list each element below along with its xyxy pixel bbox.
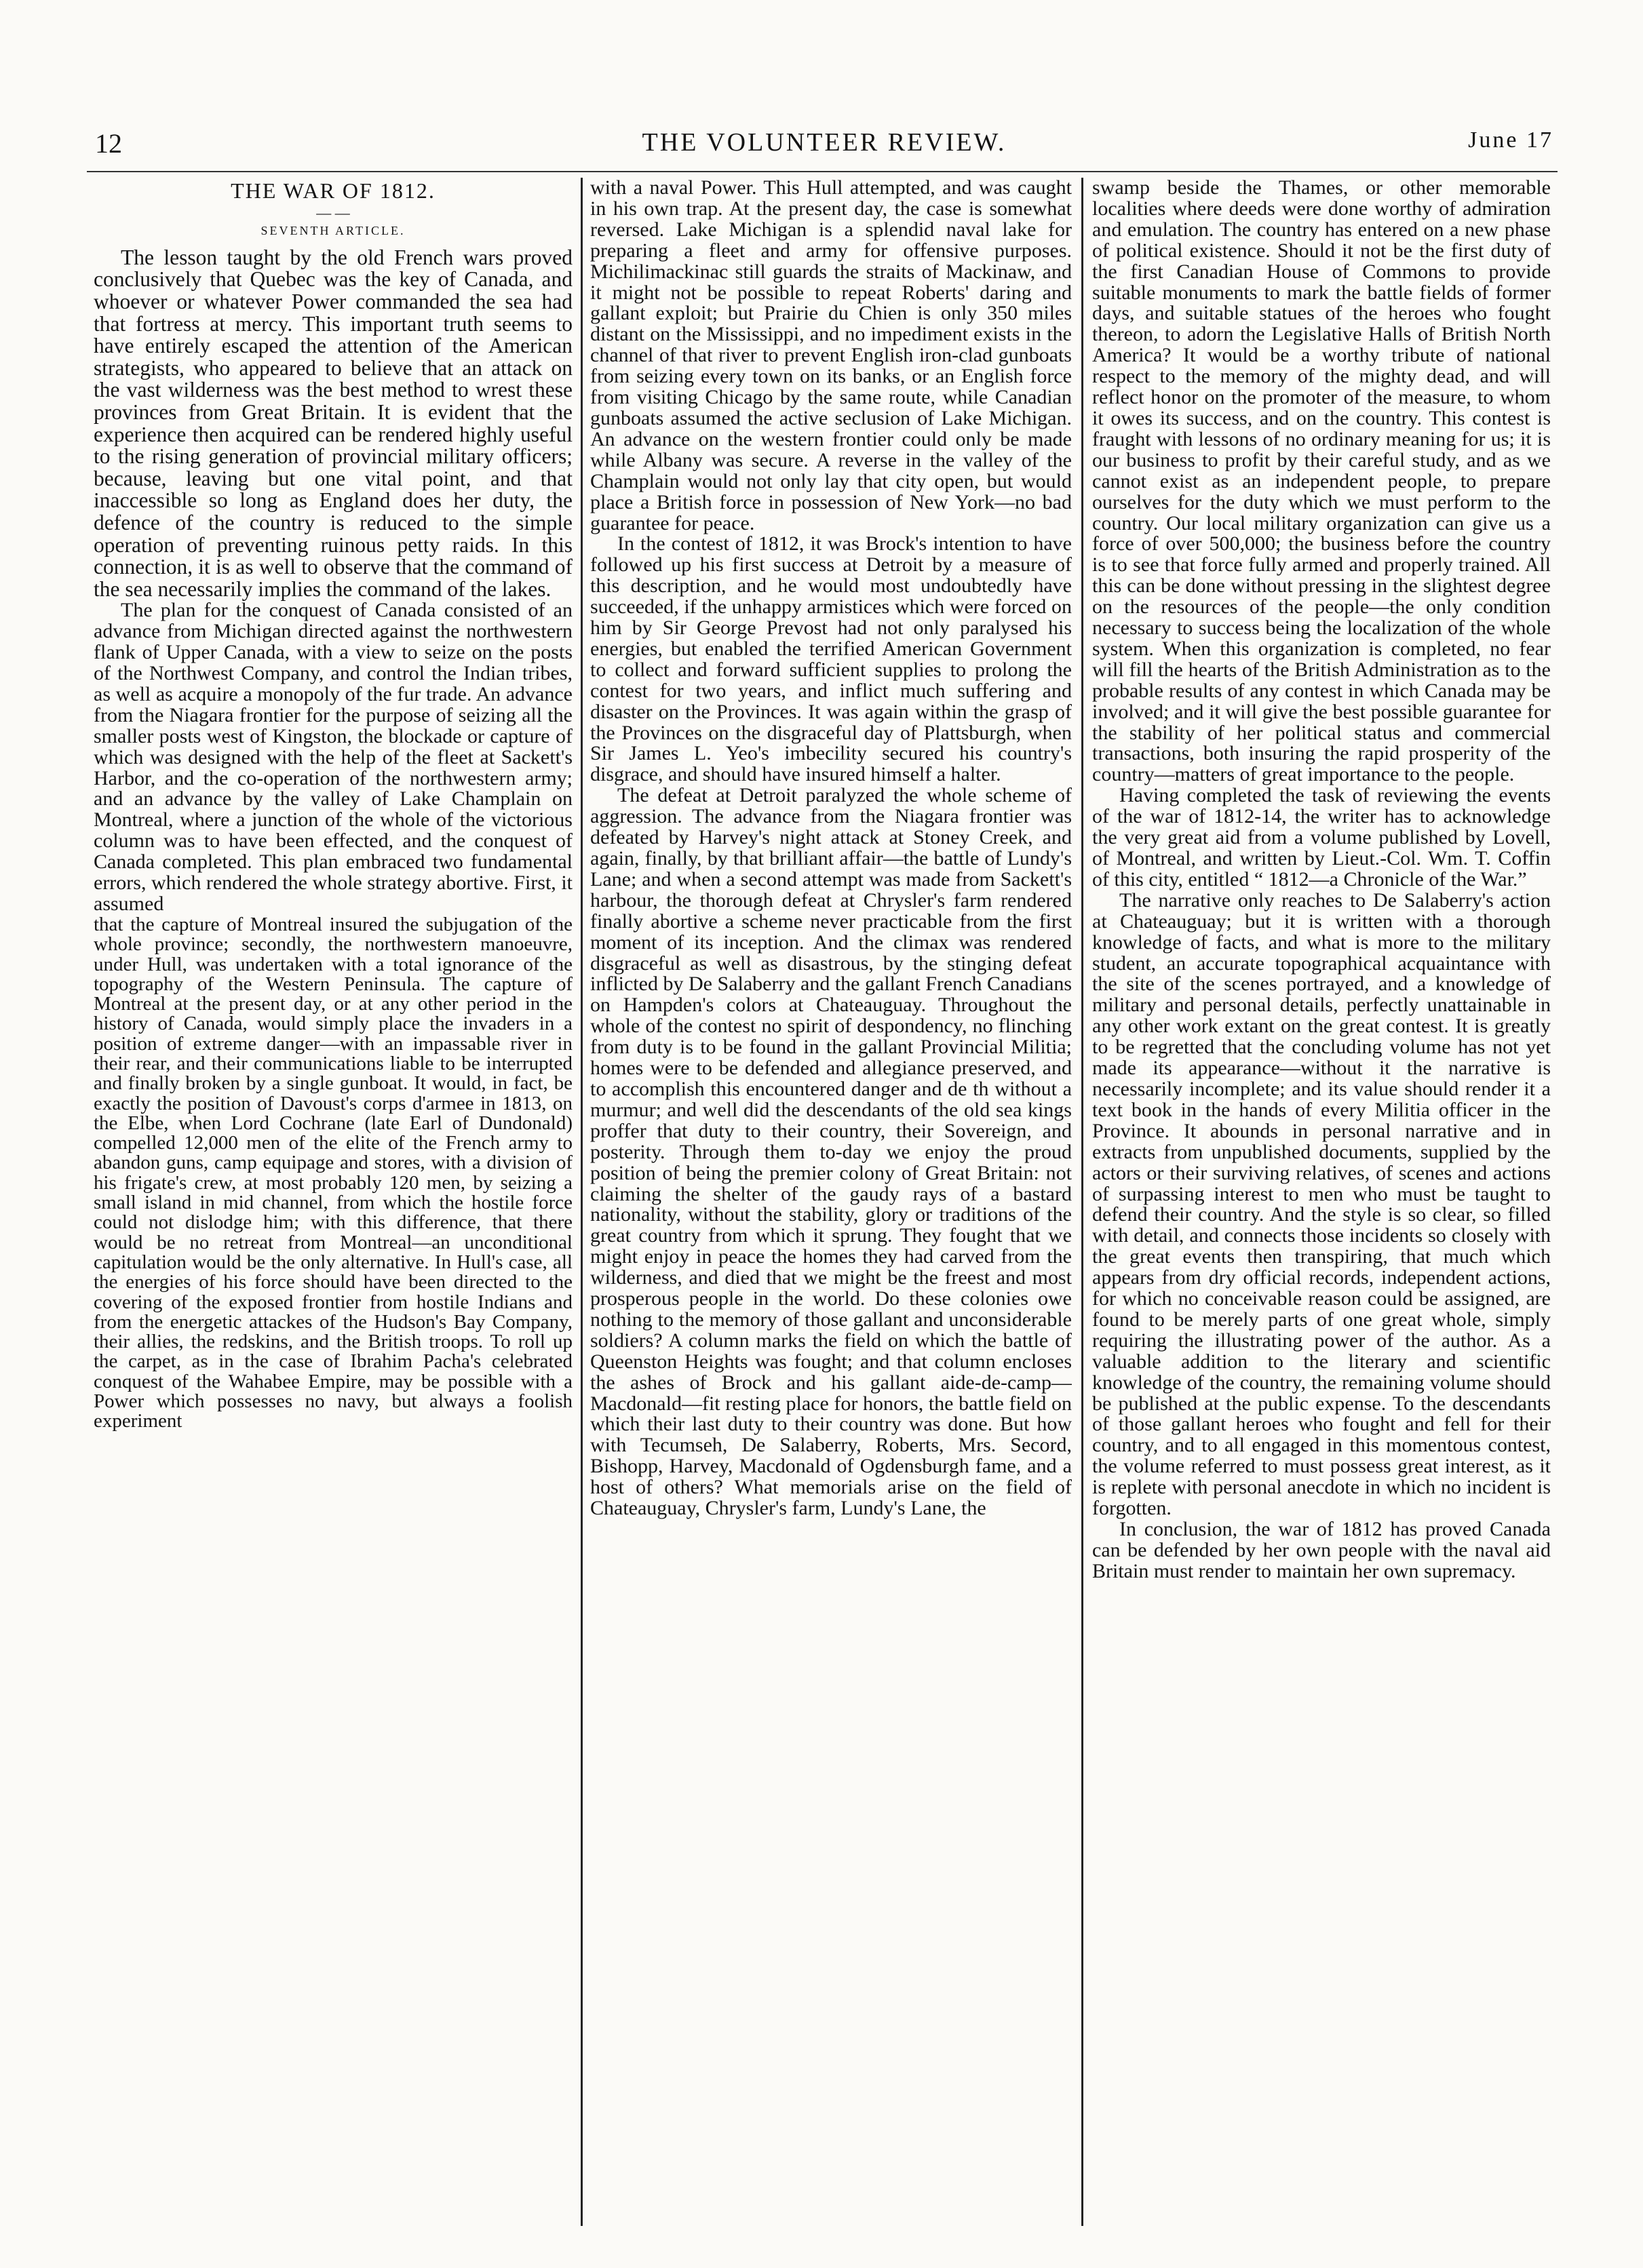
page-number: 12: [95, 128, 122, 159]
header-rule: [87, 171, 1558, 172]
column-divider: [581, 178, 583, 2226]
article-title: THE WAR OF 1812.: [231, 178, 436, 203]
column-2: [590, 178, 1072, 2212]
paragraph: The plan for the conquest of Canada consisted of an advance from Michigan directed against the northwestern flank of Upper Canada, with a view to seize on the posts of the Northwest Company, and control the Indian tribes, as well as acquire a monopoly of the fur trade. An advance from the Niagara frontier for the purpose of seizing all the smaller posts west of Kingston, the blockade or capture of which was designed with the help of the fleet at Sackett's Harbor, and the co-operation of the northwestern army; and an advance by the valley of Lake Champlain on Montreal, where a junction of the whole of the victorious column was to have been effected, and the conquest of Canada completed. This plan embraced two fundamental errors, which rendered the whole strategy abortive. First, it assumed: [94, 599, 573, 915]
paragraph: The defeat at Detroit paralyzed the whole scheme of aggression. The advance from the Niagara frontier was defeated by Harvey's night attack at Stoney Creek, and again, finally, by that brilliant affair—the battle of Lundy's Lane; and when a second attempt was made from Sackett's harbour, the thorough defeat at Chrysler's farm rendered finally abortive a scheme never practicable from the first moment of its inception. And the climax was rendered disgraceful as well as disastrous, by the stinging defeat inflicted by De Salaberry and the gallant French Canadians on Hampden's colors at Chateauguay. Throughout the whole of the contest no spirit of despondency, no flinching from duty is to be found in the gallant Provincial Militia; homes were to be defended and allegiance preserved, and to accomplish this encountered danger and de th without a murmur; and well did the descendants of the old sea kings proffer that duty to their country, their Sovereign, and posterity. Through them to-day we enjoy the proud position of being the premier colony of Great Britain: not claiming the shelter of the gaudy rays of a bastard nationality, without the stability, glory or traditions of the great country from which it sprung. They fought that we might enjoy in peace the homes they had carved from the wilderness, and died that we might be the freest and most prosperous people in the world. Do these colonies owe nothing to the memory of those gallant and unconsiderable soldiers? A column marks the field on which the battle of Queenston Heights was fought; and that column encloses the ashes of Brock and his gallant aide-de-camp—Macdonald—fit resting place for honors, the battle field on which their last duty to their country was done. But how with Tecumseh, De Salaberry, Roberts, Mrs. Secord, Bishopp, Harvey, Macdonald of Ogdensburgh fame, and a host of others? What memorials arise on the field of Chateauguay, Chrysler's farm, Lundy's Lane, the: [590, 784, 1072, 1520]
issue-date: June 17: [1468, 128, 1553, 153]
paragraph: with a naval Power. This Hull attempted, and was caught in his own trap. At the present day, the case is somewhat reversed. Lake Michigan is a splendid naval lake for preparing a fleet and army for offensive purposes. Michilimackinac still guards the straits of Mackinaw, and it might not be possible to repeat Roberts' daring and gallant exploit; but Prairie du Chien is only 350 miles distant on the Mississippi, and no impediment exists in the channel of that river to prevent English iron-clad gunboats from seizing every town on its banks, or an English force from visiting Chicago by the same route, while Canadian gunboats assumed the active seclusion of Lake Michigan. An advance on the western frontier could only be made while Albany was secure. A reverse in the valley of the Champlain would not only lay that city open, but would place a British force in possession of New York—no bad guarantee for peace.: [590, 178, 1072, 534]
publication-title: THE VOLUNTEER REVIEW.: [642, 128, 1007, 157]
article-subtitle: SEVENTH ARTICLE.: [260, 223, 406, 237]
column-3: [1092, 178, 1551, 2212]
title-separator: — —: [316, 203, 350, 221]
column-divider: [1081, 178, 1083, 2226]
column-1: [94, 178, 573, 2212]
paragraph: In conclusion, the war of 1812 has proved Canada can be defended by her own people with the naval aid Britain must render to maintain her own supremacy.: [1092, 1518, 1551, 1582]
page-header: [95, 128, 1553, 168]
paragraph: Having completed the task of reviewing the events of the war of 1812-14, the writer has to acknowledge the very great aid from a volume published by Lovell, of Montreal, and written by Lieut.-Col. Wm. T. Coffin of this city, entitled “ 1812—a Chronicle of the War.”: [1092, 784, 1551, 891]
paragraph: that the capture of Montreal insured the subjugation of the whole province; secondly, the northwestern manoeuvre, under Hull, was undertaken with a total ignorance of the topography of the Western Peninsula. The capture of Montreal at the present day, or at any other period in the history of Canada, would simply place the invaders in a position of extreme danger—with an impassable river in their rear, and their communications liable to be interrupted and finally broken by a single gunboat. It would, in fact, be exactly the position of Davoust's corps d'armee in 1813, on the Elbe, when Lord Cochrane (late Earl of Dundonald) compelled 12,000 men of the elite of the French army to abandon guns, camp equipage and stores, with a division of his frigate's crew, at most probably 120 men, by seizing a small island in mid channel, from which the hostile force could not dislodge him; with this difference, that there would be no retreat from Montreal—an unconditional capitulation would be the only alternative. In Hull's case, all the energies of his force should have been directed to the covering of the exposed frontier from hostile Indians and from the energetic attackes of the Hudson's Bay Company, their allies, the redskins, and the British troops. To roll up the carpet, as in the case of Ibrahim Pacha's celebrated conquest of the Wahabee Empire, may be possible with a Power which possesses no navy, but always a foolish experiment: [94, 913, 573, 1432]
paragraph: In the contest of 1812, it was Brock's intention to have followed up his first success at Detroit by a measure of this description, and he would most undoubtedly have succeeded, if the unhappy armistices which were forced on him by Sir George Prevost had not only paralysed his energies, but enabled the terrified American Government to collect and forward sufficient supplies to prolong the contest for two years, and inflict much suffering and disaster on the Provinces. It was again within the grasp of the Provinces on the disgraceful day of Plattsburgh, when Sir James L. Yeo's imbecility secured his country's disgrace, and should have insured himself a halter.: [590, 532, 1072, 786]
paragraph: The lesson taught by the old French wars proved conclusively that Quebec was the key of Canada, and whoever or whatever Power commanded the sea had that fortress at mercy. This important truth seems to have entirely escaped the attention of the American strategists, who appeared to believe that an attack on the vast wilderness was the best method to wrest these provinces from Great Britain. It is evident that the experience then acquired can be rendered highly useful to the rising generation of provincial military officers; because, leaving but one vital point, and that inaccessible so long as England does her duty, the defence of the country is reduced to the simple operation of preventing ruinous petty raids. In this connection, it is as well to observe that the command of the sea necessarily implies the command of the lakes.: [94, 245, 573, 601]
paragraph: swamp beside the Thames, or other memorable localities where deeds were done worthy of admiration and emulation. The country has entered on a new phase of political existence. Should it not be the first duty of the first Canadian House of Commons to provide suitable monuments to mark the battle fields of former days, and suitable statues of the heroes who fought thereon, to adorn the Legislative Halls of British North America? It would be a worthy tribute of national respect to the memory of the mighty dead, and will reflect honor on the promoter of the measure, to whom it owes its success, and on the country. This contest is fraught with lessons of no ordinary meaning for us; it is our business to profit by their careful study, and as we cannot exist as an independent people, to prepare ourselves for the duty which we must perform to the country. Our local military organization can give us a force of over 500,000; the business before the country is to see that force fully armed and properly trained. All this can be done without pressing in the slightest degree on the resources of the people—the only condition necessary to success being the localization of the whole system. When this organization is completed, no fear will fill the hearts of the British Administration as to the probable results of any contest in which Canada may be involved; and it will give the best possible guarantee for the stability of her political status and commercial transactions, both insuring the rapid prosperity of the country—matters of great importance to the people.: [1092, 178, 1551, 786]
paragraph: The narrative only reaches to De Salaberry's action at Chateauguay; but it is written with a thorough knowledge of facts, and what is more to the military student, an accurate topographical acquaintance with the site of the scenes portrayed, and a knowledge of military and personal details, perfectly unattainable in any other work extant on the great contest. It is greatly to be regretted that the concluding volume has not yet made its appearance—without it the narrative is necessarily incomplete; and its value should render it a text book in the hands of every Militia officer in the Province. It abounds in personal narrative and in extracts from unpublished documents, supplied by the actors or their surviving relatives, of scenes and actions of surpassing interest to men who must be taught to defend their country. And the style is so clear, so filled with detail, and connects those incidents so closely with the great events then transpiring, that much which appears from dry official records, independent actions, for which no conceivable reason could be assigned, are found to be merely parts of one great whole, simply requiring the illustrating power of the author. As a valuable addition to the literary and scientific knowledge of the country, the remaining volume should be published at the public expense. To the descendants of those gallant heroes who fought and fell for their country, and to all engaged in this momentous contest, the volume referred to must possess great interest, as it is replete with personal anecdote in which no incident is forgotten.: [1092, 888, 1551, 1520]
